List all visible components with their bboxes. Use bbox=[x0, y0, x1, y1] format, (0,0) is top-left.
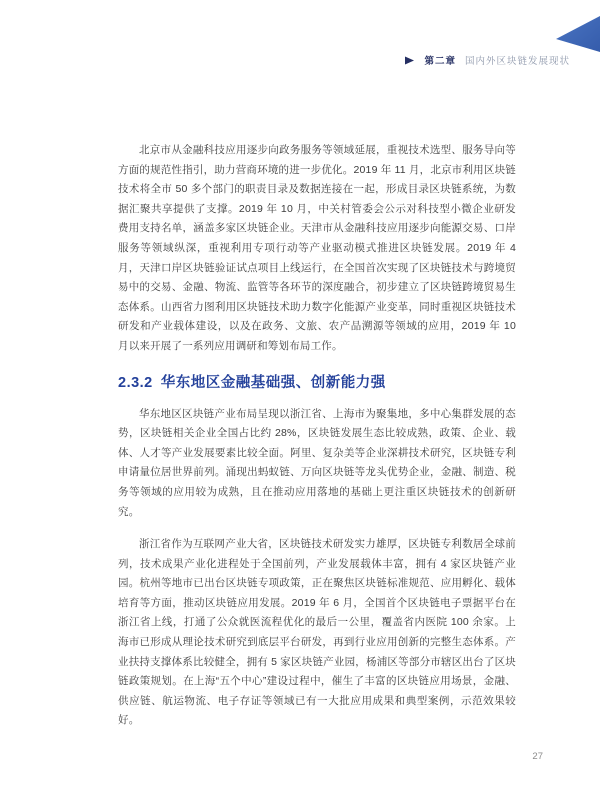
section-heading-2-3-2 bbox=[118, 371, 516, 392]
section-title: 华东地区金融基础强、创新能力强 bbox=[160, 374, 386, 391]
running-header bbox=[405, 53, 570, 67]
chapter-arrow-icon bbox=[405, 56, 414, 65]
paragraph-beijing-tianjin-shanxi: 北京市从金融科技应用逐步向政务服务等领域延展，重视技术选型、服务导向等方面的规范性指引，助力营商环境的进一步优化。2019 年 11 月，北京市利用区块链技术将全市 50 多个部门的职责目录及数据连接在一起，形成目录区块链系统，为数据汇聚共享提供了支撑。2019 年 10 月，中关村管委会公示对科技型小微企业研发费用支持名单，涵盖多家区块链企业。天津市从金融科技应用逐步向能源交易、口岸服务等领域纵深，重视利用专项行动等产业驱动模式推进区块链发展。2019 年 4 月，天津口岸区块链验证试点项目上线运行，在全国首次实现了区块链技术与跨境贸易中的交易、金融、物流、监管等各环节的深度融合，初步建立了区块链跨境贸易生态体系。山西省力图利用区块链技术助力数字化能源产业变革，同时重视区块链技术研发和产业载体建设，以及在政务、文旅、农产品溯源等领域的应用，2019 年 10 月以来开展了一系列应用调研和筹划布局工作。 bbox=[118, 144, 516, 352]
chapter-title: 国内外区块链发展现状 bbox=[464, 56, 570, 67]
page-number: 27 bbox=[532, 751, 543, 762]
main-text-column bbox=[118, 141, 516, 731]
section-number: 2.3.2 bbox=[118, 374, 153, 391]
paragraph-huadong-overview: 华东地区区块链产业布局呈现以浙江省、上海市为聚集地，多中心集群发展的态势，区块链相关企业全国占比约 28%，区块链发展生态比较成熟，政策、企业、载体、人才等产业发展要素比较全面。阿里、复杂美等企业深耕技术研究，区块链专利申请量位居世界前列。涌现出蚂蚁链、万向区块链等龙头优势企业，金融、制造、税务等领域的应用较为成熟，且在推动应用落地的基础上更注重区块链技术的创新研究。 bbox=[118, 407, 516, 518]
corner-triangle-icon bbox=[556, 14, 600, 54]
paragraph-zhejiang-shanghai: 浙江省作为互联网产业大省，区块链技术研发实力雄厚，区块链专利数居全球前列，技术成果产业化进程处于全国前列，产业发展载体丰富，拥有 4 家区块链产业园。杭州等地市已出台区块链专项政策，正在聚焦区块链标准规范、应用孵化、载体培育等方面，推动区块链应用发展。2019 年 6 月，全国首个区块链电子票据平台在浙江省上线，打通了公众就医流程优化的最后一公里，覆盖省内医院 100 余家。上海市已形成从理论技术研究到底层平台研发，再到行业应用创新的完整生态体系。产业扶持支撑体系比较健全，拥有 5 家区块链产业园，杨浦区等部分市辖区出台了区块链政策规划。在上海“五个中心”建设过程中，催生了丰富的区块链应用场景，金融、供应链、航运物流、电子存证等领域已有一大批应用成果和典型案例，示范效果较好。 bbox=[118, 538, 516, 727]
chapter-label: 第二章 bbox=[424, 56, 456, 67]
